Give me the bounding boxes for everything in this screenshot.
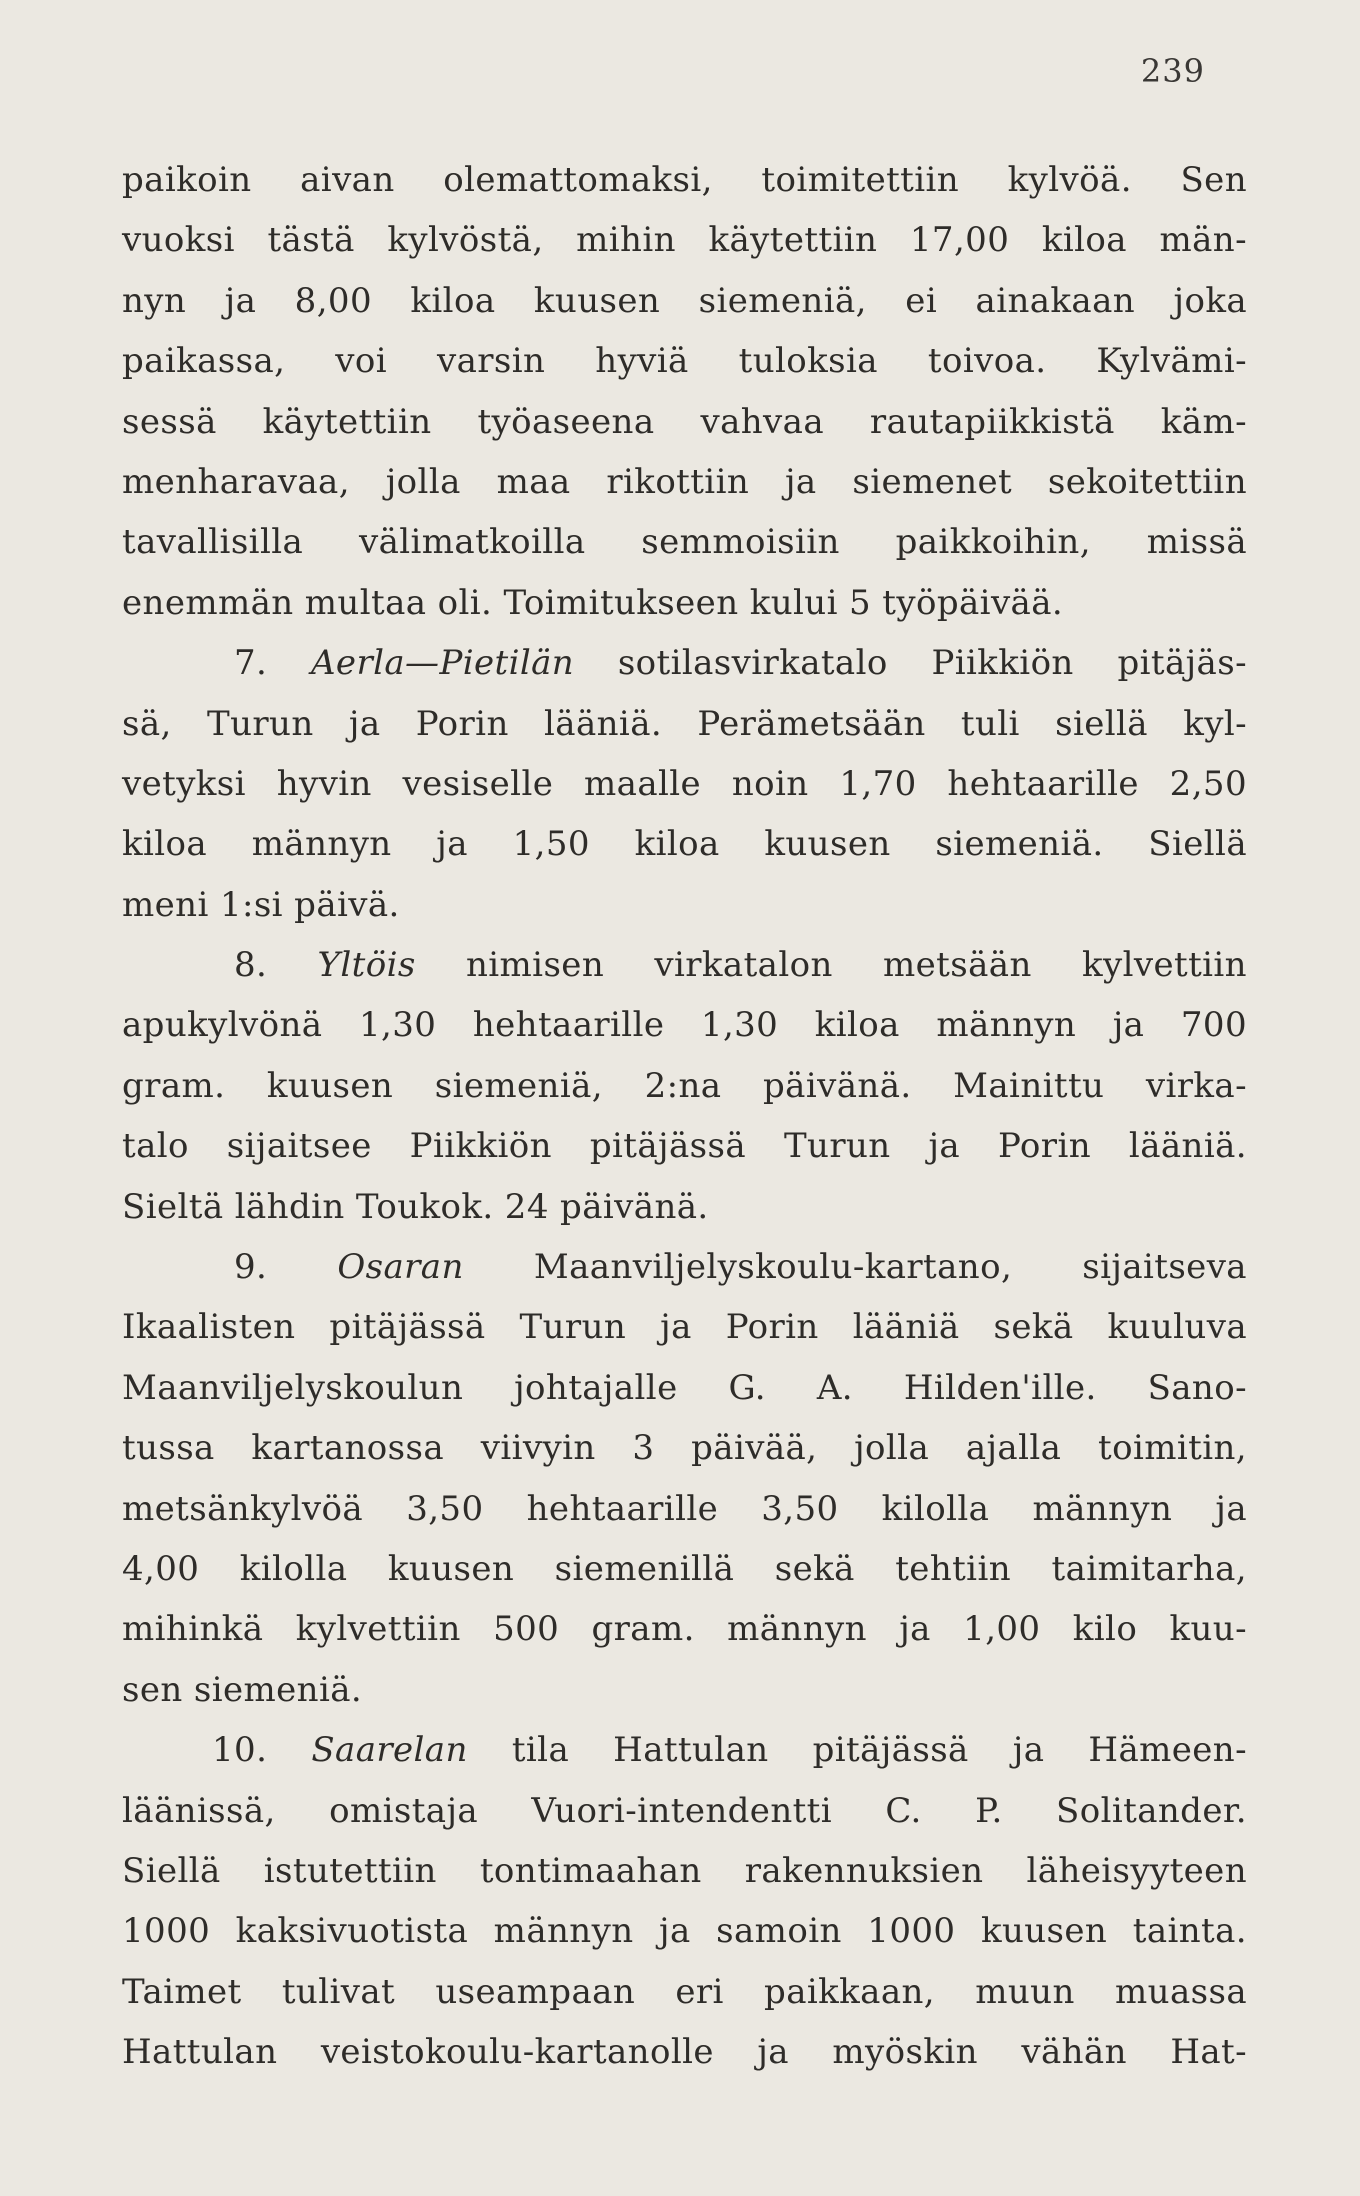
text-line: gram. kuusen siemeniä, 2:na päivänä. Mainittu virka- (122, 1065, 1247, 1106)
paragraph-8-start (122, 935, 1247, 995)
text-line: Taimet tulivat useampaan eri paikkaan, muun muassa (122, 1971, 1247, 2012)
estate-name: Yltöis (317, 945, 416, 986)
item-number: 9. (234, 1247, 268, 1288)
text-line: Sieltä lähdin Toukok. 24 päivänä. (122, 1186, 709, 1227)
estate-name: Saarelan (311, 1730, 468, 1771)
text-fragment: nimisen virkatalon metsään kylvettiin (465, 945, 1247, 986)
text-line: menharavaa, jolla maa rikottiin ja siemenet sekoitettiin (122, 461, 1247, 502)
text-line: sen siemeniä. (122, 1669, 363, 1710)
text-line: sessä käytettiin työaseena vahvaa rautapiikkistä käm- (122, 401, 1247, 442)
text-line: 1000 kaksivuotista männyn ja samoin 1000 kuusen tainta. (122, 1911, 1247, 1952)
text-line: paikoin aivan olemattomaksi, toimitettiin kylvöä. Sen (122, 160, 1247, 200)
text-line: mihinkä kylvettiin 500 gram. männyn ja 1,00 kilo kuu- (122, 1609, 1247, 1650)
paragraph-7-start (122, 633, 1247, 693)
text-line: vuoksi tästä kylvöstä, mihin käytettiin 17,00 kiloa män- (122, 220, 1247, 261)
body-text (122, 150, 1247, 2083)
text-line: vetyksi hyvin vesiselle maalle noin 1,70 hehtaarille 2,50 (122, 763, 1247, 804)
item-number: 8. (234, 945, 268, 986)
text-fragment: sotilasvirkatalo Piikkiön pitäjäs- (617, 643, 1247, 684)
text-line: tavallisilla välimatkoilla semmoisiin paikkoihin, missä (122, 522, 1247, 563)
text-line: Siellä istutettiin tontimaahan rakennuksien läheisyyteen (122, 1850, 1247, 1891)
text-line: apukylvönä 1,30 hehtaarille 1,30 kiloa männyn ja 700 (122, 1005, 1247, 1046)
text-line: meni 1:si päivä. (122, 884, 400, 925)
text-line: nyn ja 8,00 kiloa kuusen siemeniä, ei ainakaan joka (122, 280, 1247, 321)
item-number: 7. (234, 643, 268, 684)
text-fragment: Maanviljelyskoulu-kartano, sijaitseva (533, 1247, 1247, 1288)
text-line: talo sijaitsee Piikkiön pitäjässä Turun ja Porin lääniä. (122, 1126, 1247, 1167)
item-number: 10. (212, 1730, 268, 1771)
text-line: 4,00 kilolla kuusen siemenillä sekä tehtiin taimitarha, (122, 1548, 1247, 1589)
estate-name: Aerla—Pietilän (310, 643, 575, 684)
text-line: tussa kartanossa viivyin 3 päivää, jolla ajalla toimitin, (122, 1428, 1247, 1469)
text-line: paikassa, voi varsin hyviä tuloksia toivoa. Kylvämi- (122, 341, 1247, 382)
text-line: metsänkylvöä 3,50 hehtaarille 3,50 kilolla männyn ja (122, 1488, 1247, 1529)
text-line: Ikaalisten pitäjässä Turun ja Porin lääniä sekä kuuluva (122, 1307, 1247, 1348)
text-line: Hattulan veistokoulu-kartanolle ja myöskin vähän Hat- (122, 2032, 1247, 2073)
text-line: kiloa männyn ja 1,50 kiloa kuusen siemeniä. Siellä (122, 824, 1247, 865)
text-line: sä, Turun ja Porin lääniä. Perämetsään tuli siellä kyl- (122, 703, 1247, 744)
paragraph-10-start (122, 1720, 1247, 1780)
paragraph-9-start (122, 1237, 1247, 1297)
estate-name: Osaran (337, 1247, 464, 1288)
text-line: Maanviljelyskoulun johtajalle G. A. Hilden'ille. Sano- (122, 1367, 1247, 1408)
text-line: enemmän multaa oli. Toimitukseen kului 5 työpäivää. (122, 582, 1064, 623)
text-fragment: tila Hattulan pitäjässä ja Hämeen- (511, 1730, 1247, 1771)
text-line: läänissä, omistaja Vuori-intendentti C. P. Solitander. (122, 1790, 1247, 1831)
page-number: 239 (1140, 52, 1205, 90)
